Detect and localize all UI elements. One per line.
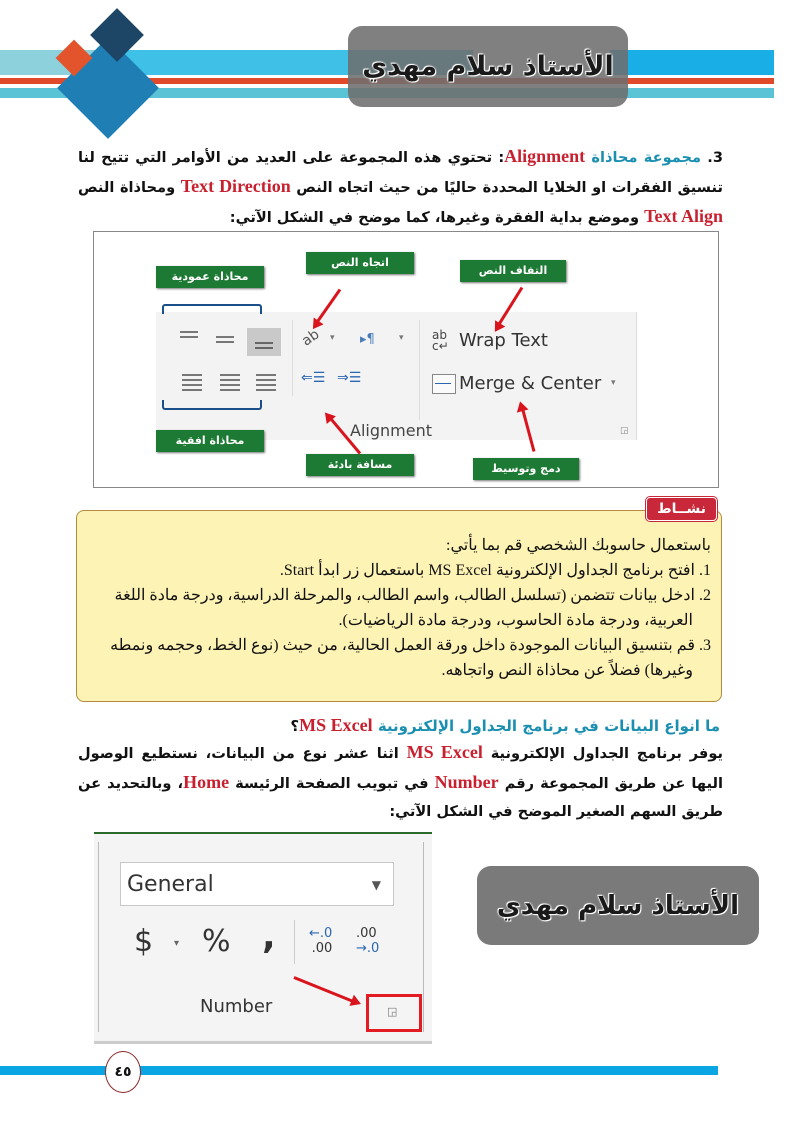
- alignment-group-name: Alignment: [350, 421, 432, 440]
- merge-caret-icon[interactable]: ▾: [611, 378, 616, 388]
- wrap-text-icon[interactable]: ab c↵: [432, 328, 449, 353]
- line1-text: : تحتوي هذه المجموعة على العديد من الأوامر التي تتيح لنا: [78, 149, 505, 166]
- item-number: 3.: [707, 149, 723, 166]
- currency-caret-icon[interactable]: ▾: [174, 938, 180, 949]
- label-horizontal-alignment: محاذاة افقية: [156, 430, 264, 452]
- rtl-direction-icon[interactable]: ▸¶: [360, 332, 375, 347]
- activity-item-2-cont: العربية، ودرجة مادة الحاسوب، ودرجة مادة الرياضيات).: [338, 612, 693, 629]
- align-right-icon[interactable]: [256, 374, 276, 390]
- highlight-box: [366, 994, 422, 1032]
- comma-style-button[interactable]: ,: [262, 916, 276, 957]
- rtl-caret-icon[interactable]: ▾: [399, 333, 404, 343]
- page-number: ٤٥: [105, 1051, 141, 1093]
- alignment-paragraph: [78, 142, 723, 232]
- data-types-paragraph: يوفر برنامج الجداول الإلكترونية MS Excel اثنا عشر نوع من البيانات، نستطيع الوصول اليها عن طريق المجموعة رقم Number في تبويب الصفحة الرئيسة Home، وبالتحديد عن طريق السهم الصغير الموضح في الشكل الآتي:: [78, 742, 723, 820]
- number-group-figure: [94, 832, 432, 1044]
- author-watermark: الأستاذ سلام مهدي: [496, 890, 740, 921]
- activity-item-2: 2. ادخل بيانات تتضمن (تسلسل الطالب، واسم الطالب، والمرحلة الدراسية، ودرجة مادة اللغة: [114, 587, 711, 604]
- label-text-direction: اتجاه النص: [306, 252, 414, 274]
- author-title: الأستاذ سلام مهدي: [362, 51, 614, 82]
- vertical-bracket: [162, 304, 262, 314]
- text-direction-term: Text Direction: [180, 176, 291, 196]
- align-center-icon[interactable]: [220, 374, 240, 390]
- activity-item-3: 3. قم بتنسيق البيانات الموجودة داخل ورقة العمل الحالية، من حيث (نوع الخط، وحجمه ونمطه: [110, 637, 711, 654]
- decrease-indent-icon[interactable]: ⇐☰: [301, 370, 326, 386]
- dropdown-caret-icon: ▼: [371, 878, 381, 892]
- ribbon-separator: [419, 320, 420, 420]
- data-types-title: ما انواع البيانات في برنامج الجداول الإلكترونية MS Excel؟: [290, 715, 720, 735]
- increase-indent-icon[interactable]: ⇒☰: [337, 370, 362, 386]
- dialog-launcher-icon[interactable]: ◲: [620, 426, 629, 436]
- line2-text-b: ومحاذاة: [119, 179, 176, 196]
- group-en-term: Alignment: [504, 146, 586, 166]
- activity-intro: باستعمال حاسوبك الشخصي قم بما يأتي:: [446, 537, 711, 554]
- activity-item-1: 1. افتح برنامج الجداول الإلكترونية MS Excel باستعمال زر ابدأ Start.: [279, 562, 711, 579]
- orientation-icon[interactable]: ab: [298, 326, 323, 350]
- activity-badge: نشــاط: [646, 497, 717, 521]
- number-format-dropdown[interactable]: General ▼: [120, 862, 394, 906]
- activity-item-3-cont: وغيرها) فضلاً عن محاذاة النص واتجاهه.: [441, 662, 693, 679]
- group-label: مجموعة محاذاة: [591, 149, 702, 166]
- horizontal-bracket: [162, 400, 262, 410]
- currency-button[interactable]: $: [134, 924, 154, 959]
- merge-center-icon[interactable]: [432, 374, 456, 394]
- activity-box: [76, 501, 722, 702]
- label-indent: مسافة بادئة: [306, 454, 414, 476]
- header-stripe-blue-right: [610, 50, 774, 75]
- label-wrap-text: التفاف النص: [460, 260, 566, 282]
- ribbon-separator: [292, 320, 293, 396]
- activity-body: [87, 533, 711, 683]
- align-left-icon[interactable]: [182, 374, 202, 390]
- wrap-text-button[interactable]: Wrap Text: [459, 330, 548, 351]
- dialog-launcher-icon[interactable]: ◲: [387, 1005, 398, 1018]
- line2-text-a: تنسيق الفقرات او الخلايا المحددة حاليًا من حيث اتجاه النص: [296, 179, 723, 196]
- author-watermark-plate: [477, 866, 759, 945]
- line3-text-a: النص: [78, 179, 115, 196]
- alignment-figure: [93, 231, 719, 488]
- page-header: [0, 0, 794, 130]
- percent-button[interactable]: %: [202, 924, 231, 959]
- increase-decimal-button[interactable]: ←.0 .00: [309, 926, 333, 956]
- bottom-align-button[interactable]: [247, 328, 281, 356]
- label-merge-center: دمج وتوسيط: [473, 458, 579, 480]
- text-align-term: Text Align: [644, 206, 723, 226]
- merge-center-button[interactable]: Merge & Center: [459, 373, 602, 394]
- orientation-caret-icon[interactable]: ▾: [330, 333, 335, 343]
- top-align-icon[interactable]: [180, 331, 200, 347]
- author-title-plate: [348, 26, 628, 107]
- label-vertical-alignment: محاذاة عمودية: [156, 266, 264, 288]
- number-group-name: Number: [200, 996, 273, 1017]
- middle-align-icon[interactable]: [216, 336, 236, 352]
- arrow-icon: [293, 976, 357, 1004]
- line3-text-b: وموضع بداية الفقرة وغيرها، كما موضح في الشكل الآتي:: [229, 209, 640, 226]
- decrease-decimal-button[interactable]: .00 →.0: [356, 926, 380, 956]
